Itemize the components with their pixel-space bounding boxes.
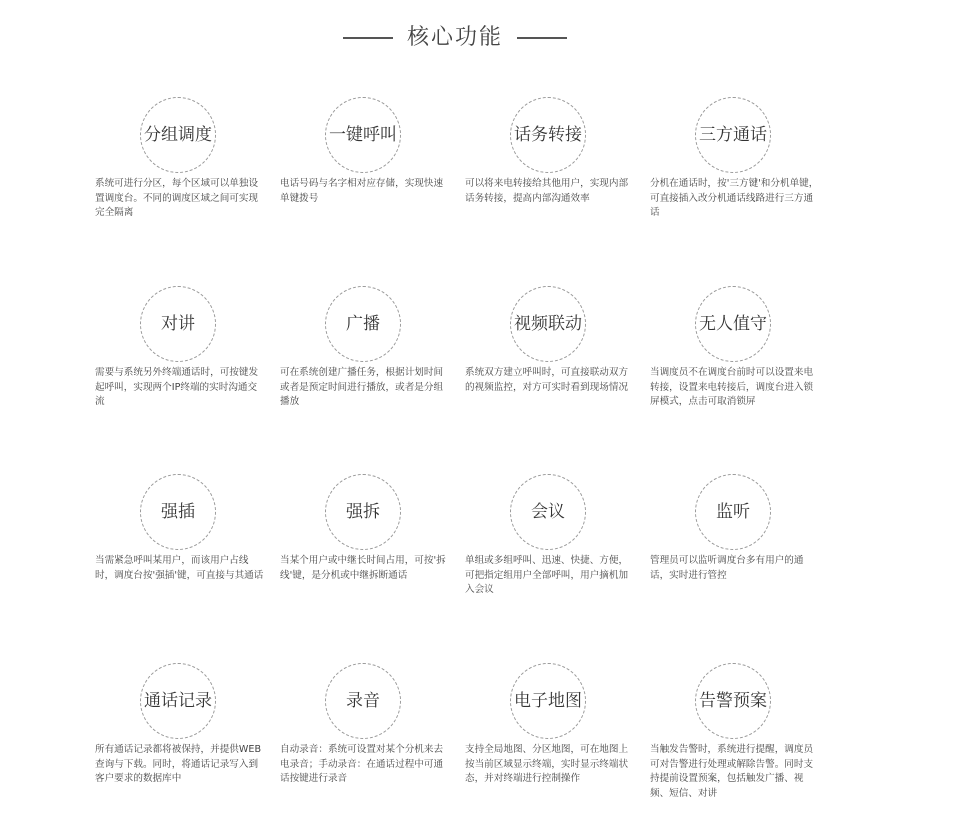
feature-title: 电子地图 (514, 691, 582, 711)
feature-description: 可在系统创建广播任务，根据计划时间或者是预定时间进行播放，或者是分组播放 (280, 367, 444, 407)
feature-description: 分机在通话时，按'三方键'和分机单键，可直接插入改分机通话线路进行三方通话 (650, 178, 819, 218)
feature-circle (325, 286, 401, 362)
feature-description: 当某个用户或中继长时间占用，可按'拆线'键，是分机或中继拆断通话 (280, 555, 446, 581)
feature-circle (140, 286, 216, 362)
feature-circle (695, 474, 771, 550)
feature-description: 当调度员不在调度台前时可以设置来电转接，设置来电转接后，调度台进入锁屏模式，点击可取消锁屏 (650, 367, 814, 407)
feature-description: 可以将来电转接给其他用户，实现内部话务转接，提高内部沟通效率 (465, 178, 629, 204)
feature-circle (140, 663, 216, 739)
feature-description: 当触发告警时，系统进行提醒，调度员可对告警进行处理或解除告警。同时支持提前设置预案，包括触发广播、视频、短信、对讲 (650, 744, 814, 799)
feature-circle (695, 663, 771, 739)
feature-title: 会议 (531, 502, 565, 522)
feature-circle (510, 663, 586, 739)
feature-title: 三方通话 (699, 125, 767, 145)
feature-circle (140, 97, 216, 173)
feature-description: 系统可进行分区，每个区域可以单独设置调度台。不同的调度区域之间可实现完全隔离 (95, 178, 259, 218)
feature-circle (695, 286, 771, 362)
feature-circle (695, 97, 771, 173)
feature-title: 录音 (346, 691, 380, 711)
feature-circle (325, 474, 401, 550)
feature-circle (140, 474, 216, 550)
feature-title: 分组调度 (144, 125, 212, 145)
feature-description: 当需紧急呼叫某用户，而该用户占线时，调度台按'强插'键，可直接与其通话 (95, 555, 264, 581)
feature-circle (325, 97, 401, 173)
feature-circle (510, 97, 586, 173)
header-line-left (343, 37, 393, 39)
feature-title: 无人值守 (699, 314, 767, 334)
feature-circle (510, 286, 586, 362)
feature-description: 系统双方建立呼叫时，可直接联动双方的视频监控，对方可实时看到现场情况 (465, 367, 629, 393)
feature-title: 通话记录 (144, 691, 212, 711)
feature-description: 自动录音：系统可设置对某个分机来去电录音；手动录音：在通话过程中可通话按键进行录音 (280, 744, 444, 784)
feature-title: 监听 (716, 502, 750, 522)
section-header (0, 18, 910, 58)
feature-title: 强插 (161, 502, 195, 522)
feature-title: 广播 (346, 314, 380, 334)
section-title: 核心功能 (406, 25, 503, 50)
feature-title: 强拆 (346, 502, 380, 522)
feature-circle (510, 474, 586, 550)
feature-title: 告警预案 (699, 691, 767, 711)
feature-description: 单组或多组呼叫、迅速、快捷、方便，可把指定组用户全部呼叫，用户摘机加入会议 (465, 555, 629, 595)
feature-title: 一键呼叫 (329, 125, 397, 145)
feature-title: 话务转接 (514, 125, 582, 145)
feature-description: 管理员可以监听调度台多有用户的通话，实时进行管控 (650, 555, 804, 581)
header-line-right (517, 37, 567, 39)
feature-title: 视频联动 (514, 314, 582, 334)
feature-description: 需要与系统另外终端通话时，可按键发起呼叫，实现两个IP终端的实时沟通交流 (95, 367, 259, 407)
feature-title: 对讲 (161, 314, 195, 334)
feature-description: 所有通话记录都将被保持，并提供WEB查询与下载。同时，将通话记录写入到客户要求的数据库中 (95, 744, 262, 784)
feature-circle (325, 663, 401, 739)
feature-description: 电话号码与名字相对应存储，实现快速单键拨号 (280, 178, 444, 204)
feature-description: 支持全局地图、分区地图，可在地图上按当前区域显示终端，实时显示终端状态，并对终端进行控制操作 (465, 744, 629, 784)
